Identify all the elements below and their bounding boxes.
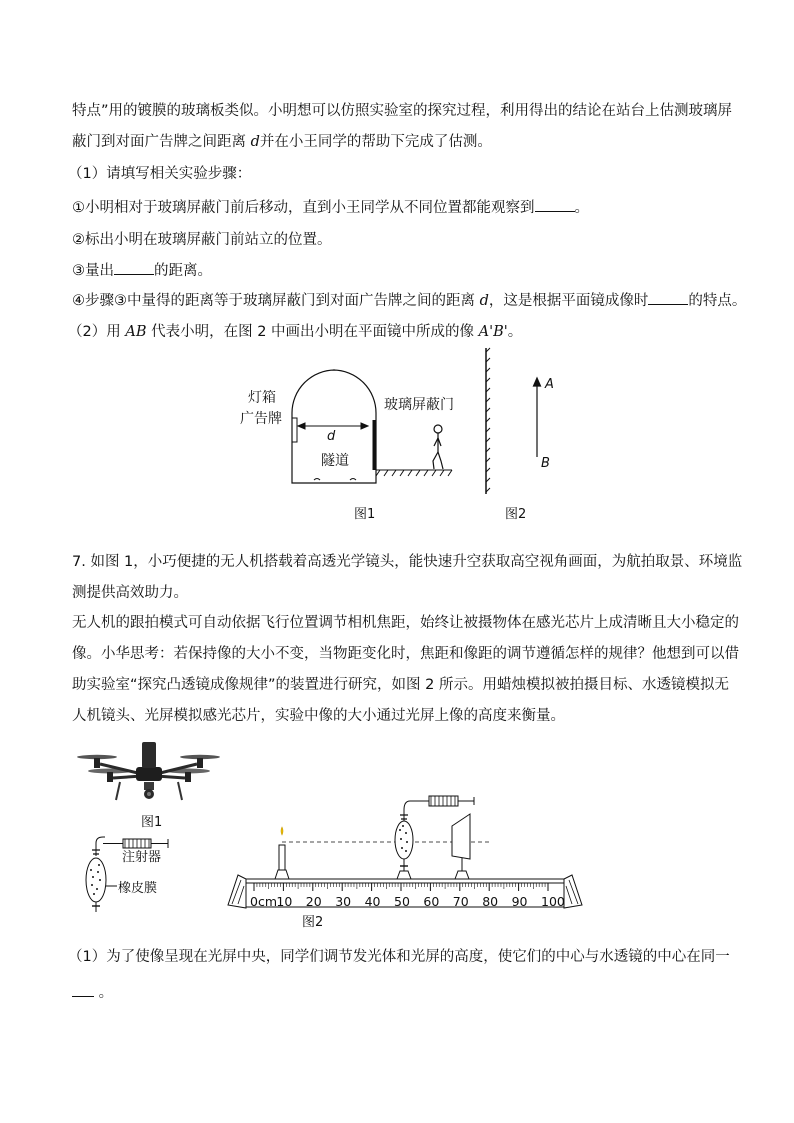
caption-figure-1-bottom: 图1	[141, 815, 163, 830]
ruler-label: 50	[394, 894, 410, 909]
label-lightbox-2: 广告牌	[240, 411, 282, 427]
step-3-start: ③量出	[72, 263, 114, 279]
paragraph-line-2-start: 蔽门到对面广告牌之间距离	[72, 134, 251, 150]
ruler-label: 100	[541, 894, 565, 909]
label-tunnel: 隧道	[321, 453, 349, 469]
q7-sub1-end: 。	[94, 985, 114, 1001]
answer-blank-4[interactable]	[72, 982, 94, 997]
label-glass-door: 玻璃屏蔽门	[384, 397, 454, 413]
label-d: d	[327, 429, 336, 444]
step-4-mid: ，这是根据平面镜成像时	[488, 293, 649, 309]
step-4-end: 的特点。	[688, 293, 747, 309]
label-rubber-membrane: 橡皮膜	[118, 881, 158, 896]
ruler-ticks	[254, 883, 548, 891]
ruler-label: 60	[423, 894, 440, 909]
ruler-label: 40	[364, 894, 381, 909]
question-1-title: （1）请填写相关实验步骤：	[68, 166, 252, 182]
variable-d: d	[250, 134, 260, 150]
variable-AB: AB	[125, 324, 147, 340]
q7-sub1-line-1: （1）为了使像呈现在光屏中央，同学们调节发光体和光屏的高度，使它们的中心与水透镜的中心在同一	[68, 949, 730, 965]
caption-figure-2-bottom: 图2	[302, 915, 324, 930]
caption-figure-1-top: 图1	[354, 507, 376, 522]
label-A: A	[545, 377, 554, 392]
step-1-end: 。	[574, 200, 589, 216]
step-1-text: ①小明相对于玻璃屏蔽门前后移动，直到小王同学从不同位置都能观察到	[72, 200, 535, 216]
q7-line-5: 助实验室“探究凸透镜成像规律”的装置进行研究，如图 2 所示。用蜡烛模拟被拍摄目标、水透镜模拟无	[72, 677, 729, 693]
drone-image	[77, 742, 220, 800]
question-2-start: （2）用	[68, 324, 126, 340]
label-B: B	[541, 456, 550, 471]
ruler-label: 10	[276, 894, 293, 909]
q7-line-4: 像。小华思考：若保持像的大小不变，当物距变化时，焦距和像距的调节遵循怎样的规律？他想到可以借	[72, 646, 739, 662]
question-2-end: 。	[507, 324, 523, 340]
variable-d-2: d	[479, 293, 489, 309]
ruler-label: 90	[511, 894, 528, 909]
q7-sub1-line-2	[72, 982, 113, 1004]
paragraph-line-2-end: 并在小王同学的帮助下完成了估测。	[259, 134, 492, 150]
label-syringe: 注射器	[122, 850, 162, 865]
water-lens-illustration	[86, 837, 168, 912]
ruler-label: 30	[335, 894, 352, 909]
ruler-label: 70	[452, 894, 469, 909]
step-3-end: 的距离。	[154, 263, 212, 279]
ruler-label: 80	[482, 894, 499, 909]
q7-line-6: 人机镜头、光屏模拟感光芯片，实验中像的大小通过光屏上像的高度来衡量。	[72, 708, 565, 724]
question-2-mid: 代表小明，在图 2 中画出小明在平面镜中所成的像	[146, 324, 479, 340]
ruler-label: 0cm	[250, 894, 278, 909]
q7-line-1: 7. 如图 1，小巧便捷的无人机搭载着高透光学镜头，能快速升空获取高空视角画面，为航拍取景、环境监	[72, 554, 743, 570]
ruler-label: 20	[305, 894, 322, 909]
label-lightbox-1: 灯箱	[248, 390, 276, 406]
q7-line-3: 无人机的跟拍模式可自动依据飞行位置调节相机焦距，始终让被摄物体在感光芯片上成清晰且大小稳定的	[72, 615, 739, 631]
step-4-start: ④步骤③中量得的距离等于玻璃屏蔽门到对面广告牌之间的距离	[72, 293, 480, 309]
light-screen	[452, 814, 470, 879]
variable-A-prime-B-prime: A'B'	[478, 324, 508, 340]
q7-line-2: 测提供高效助力。	[72, 585, 188, 601]
step-2: ②标出小明在玻璃屏蔽门前站立的位置。	[72, 232, 332, 248]
caption-figure-2-top: 图2	[505, 507, 527, 522]
paragraph-line-1: 特点”用的镀膜的玻璃板类似。小明想可以仿照实验室的探究过程，利用得出的结论在站台上估测玻璃屏	[72, 103, 733, 119]
candle	[275, 827, 289, 879]
